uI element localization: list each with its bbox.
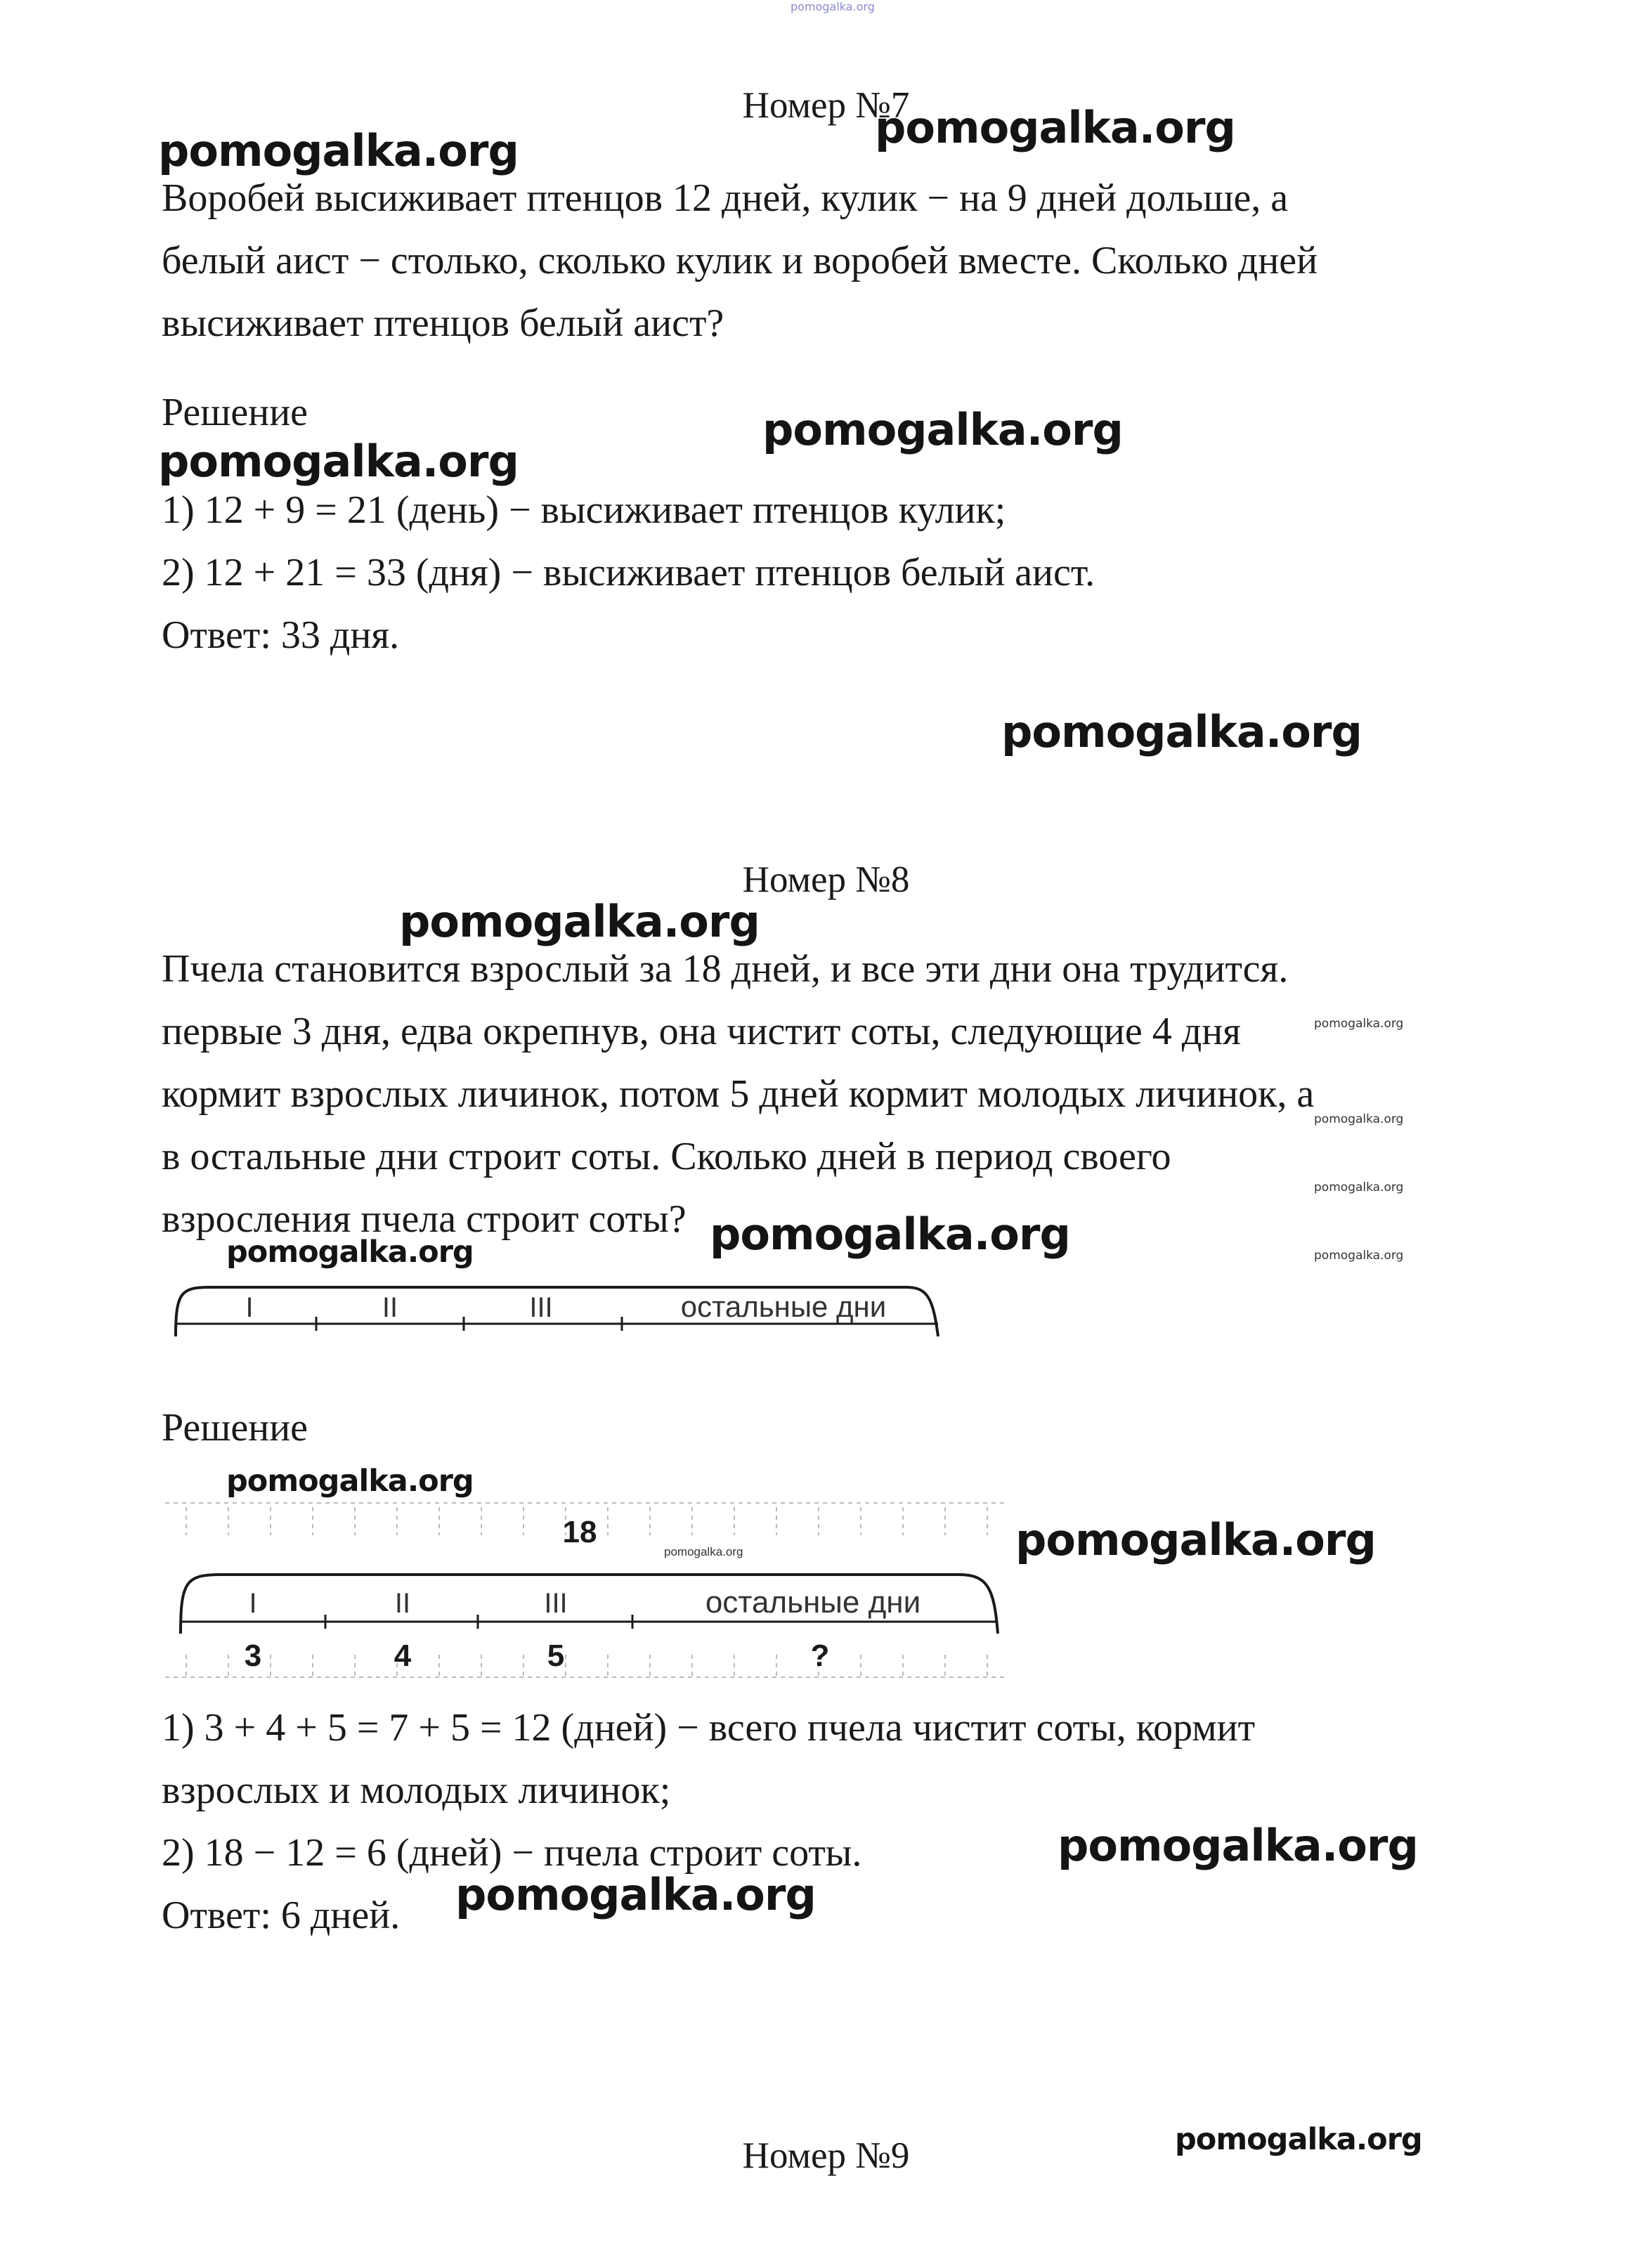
total-label: 18 bbox=[562, 1515, 597, 1549]
task-line: Воробей высиживает птенцов 12 дней, кулик − на 9 дней дольше, а bbox=[162, 176, 1289, 220]
small-watermark: pomogalka.org bbox=[1314, 1017, 1404, 1031]
segment-label: III bbox=[529, 1292, 553, 1323]
watermark: pomogalka.org bbox=[226, 1464, 474, 1499]
solution-line: 1) 3 + 4 + 5 = 7 + 5 = 12 (дней) − всего пчела чистит соты, кормит bbox=[162, 1706, 1256, 1750]
small-watermark: pomogalka.org bbox=[1314, 1112, 1404, 1126]
watermark: pomogalka.org bbox=[158, 125, 519, 176]
task-line: первые 3 дня, едва окрепнув, она чистит соты, следующие 4 дня bbox=[162, 1010, 1241, 1053]
watermark: pomogalka.org bbox=[762, 404, 1123, 455]
task-line: белый аист − столько, сколько кулик и воробей вместе. Сколько дней bbox=[162, 239, 1318, 282]
segment-label: I bbox=[245, 1292, 254, 1323]
segment-label: III bbox=[544, 1588, 568, 1619]
solution-line: Ответ: 33 дня. bbox=[162, 613, 400, 657]
solution-line: 2) 18 − 12 = 6 (дней) − пчела строит соты. bbox=[162, 1831, 862, 1875]
problem8-heading: Номер №8 bbox=[742, 859, 910, 900]
watermark: pomogalka.org bbox=[158, 436, 519, 487]
task-line: высиживает птенцов белый аист? bbox=[162, 301, 724, 345]
solution-line: 1) 12 + 9 = 21 (день) − высиживает птенцов кулик; bbox=[162, 488, 1006, 532]
segment-value: 4 bbox=[394, 1639, 412, 1673]
small-watermark: pomogalka.org bbox=[1314, 1249, 1404, 1263]
problem7-solution bbox=[162, 479, 1095, 667]
watermark: pomogalka.org bbox=[1058, 1820, 1418, 1871]
small-watermark: pomogalka.org bbox=[1314, 1180, 1404, 1194]
problem9-heading: Номер №9 bbox=[742, 2135, 910, 2176]
problem7-heading: Номер №7 bbox=[742, 85, 910, 126]
problem8-solution-label: Решение bbox=[162, 1406, 308, 1450]
segment-label: остальные дни bbox=[705, 1585, 921, 1620]
problem8-task bbox=[162, 938, 1314, 1251]
segment-value: ? bbox=[810, 1639, 830, 1673]
segment-diagram bbox=[169, 1263, 963, 1348]
problem7-solution-label: Решение bbox=[162, 391, 308, 434]
watermark: pomogalka.org bbox=[226, 1235, 474, 1270]
solution-line: взрослых и молодых личинок; bbox=[162, 1769, 671, 1812]
watermark: pomogalka.org bbox=[1015, 1514, 1376, 1565]
segment-value: 5 bbox=[547, 1639, 565, 1673]
watermark: pomogalka.org bbox=[1001, 706, 1362, 757]
watermark: pomogalka.org bbox=[875, 102, 1235, 153]
problem7-task bbox=[162, 167, 1318, 355]
solution-line: 2) 12 + 21 = 33 (дня) − высиживает птенцов белый аист. bbox=[162, 551, 1095, 594]
watermark: pomogalka.org bbox=[710, 1209, 1070, 1260]
task-line: взросления пчела строит соты? bbox=[162, 1197, 687, 1241]
watermark: pomogalka.org bbox=[455, 1869, 816, 1920]
solution-line: Ответ: 6 дней. bbox=[162, 1894, 401, 1937]
segment-value: 3 bbox=[244, 1639, 262, 1673]
task-line: Пчела становится взрослый за 18 дней, и все эти дни она трудится. bbox=[162, 947, 1289, 991]
watermark: pomogalka.org bbox=[399, 896, 760, 947]
segment-label: I bbox=[249, 1588, 257, 1619]
top-watermark: pomogalka.org bbox=[791, 0, 875, 13]
task-line: в остальные дни строит соты. Сколько дней в период своего bbox=[162, 1135, 1171, 1178]
watermark: pomogalka.org bbox=[1175, 2122, 1422, 2157]
small-watermark: pomogalka.org bbox=[664, 1545, 743, 1558]
segment-label: остальные дни bbox=[680, 1290, 887, 1323]
task-line: кормит взрослых личинок, потом 5 дней кормит молодых личинок, а bbox=[162, 1072, 1315, 1116]
segment-label: II bbox=[394, 1588, 411, 1619]
solution-diagram bbox=[165, 1500, 1019, 1683]
segment-label: II bbox=[382, 1292, 398, 1323]
